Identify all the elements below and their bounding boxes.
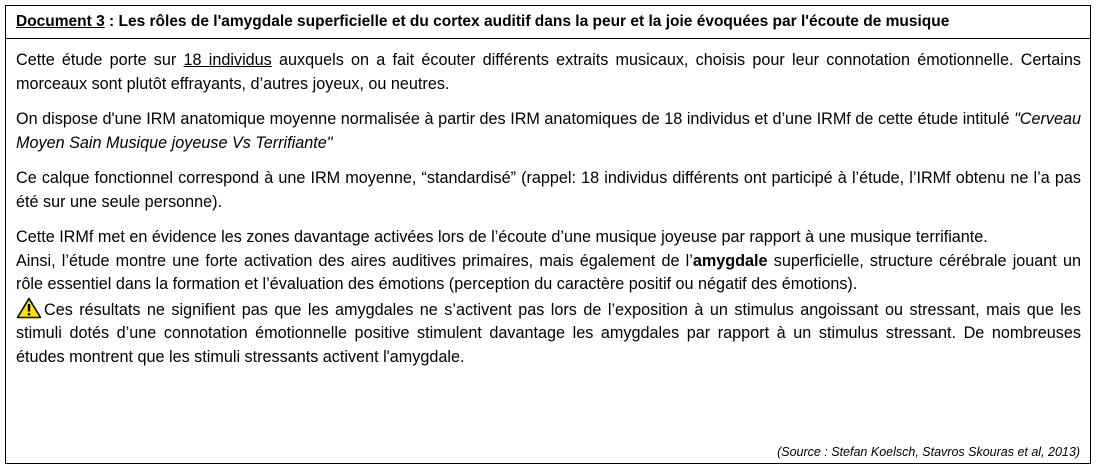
p2-study-title: "Cerveau Moyen Sain Musique joyeuse Vs Terrifiante" [16, 110, 1081, 152]
p4-warning-text: Ces résultats ne signifient pas que les amygdales ne s’activent pas lors de l’exposition à un stimulus angoissant ou stressant, mais que les stimuli dotés d’une connotation émotionnelle positive stimulent davantage les amygdales par rapport à un stimulus stressant. De nombreuses études montrent que les stimuli stressants activent l'amygdale. [16, 300, 1081, 366]
document-title-text: : Les rôles de l'amygdale superficielle et du cortex auditif dans la peur et la joie évoquées par l'écoute de musique [104, 13, 950, 30]
p2-text-before: On dispose d'une IRM anatomique moyenne normalisée à partir des IRM anatomiques de 18 individus et d’une IRMf de cette étude intitulé [16, 110, 1015, 128]
paragraph-study-subjects [16, 49, 1081, 96]
p3-text: Ce calque fonctionnel correspond à une IRM moyenne, “standardisé” (rappel: 18 individus différents ont participé à l’étude, l’IRMf obtenu ne l’a pas été sur une seule personne). [16, 169, 1081, 211]
document-title [6, 6, 1090, 39]
warning-triangle-icon [16, 297, 42, 319]
p4-amygdale-bold: amygdale [692, 251, 768, 270]
p4-line1: Cette IRMf met en évidence les zones davantage activées lors de l’écoute d’une musique joyeuse par rapport à une musique terrifiante. [16, 228, 988, 246]
p4-line2-before: Ainsi, l’étude montre une forte activation des aires auditives primaires, mais également de l’ [16, 251, 693, 270]
p1-text-after: auxquels on a fait écouter différents extraits musicaux, choisis pour leur connotation émotionnelle. Certains morceaux sont plutôt effrayants, d’autres joyeux, ou neutres. [16, 51, 1081, 93]
paragraph-results [16, 226, 1081, 369]
document-box [5, 5, 1091, 464]
paragraph-functional-layer [16, 167, 1081, 214]
p1-underlined-count: 18 individus [183, 51, 272, 69]
source-citation: (Source : Stefan Koelsch, Stavros Skouras et al, 2013) [777, 445, 1080, 459]
p1-text-before: Cette étude porte sur [16, 51, 184, 69]
document-body [16, 49, 1081, 369]
paragraph-irm-data [16, 108, 1081, 155]
p4-line2-after: superficielle, structure cérébrale jouant un rôle essentiel dans la formation et l’évaluation des émotions (perception du caractère positif ou négatif des émotions). [16, 251, 1081, 293]
document-label: Document 3 [16, 13, 105, 30]
